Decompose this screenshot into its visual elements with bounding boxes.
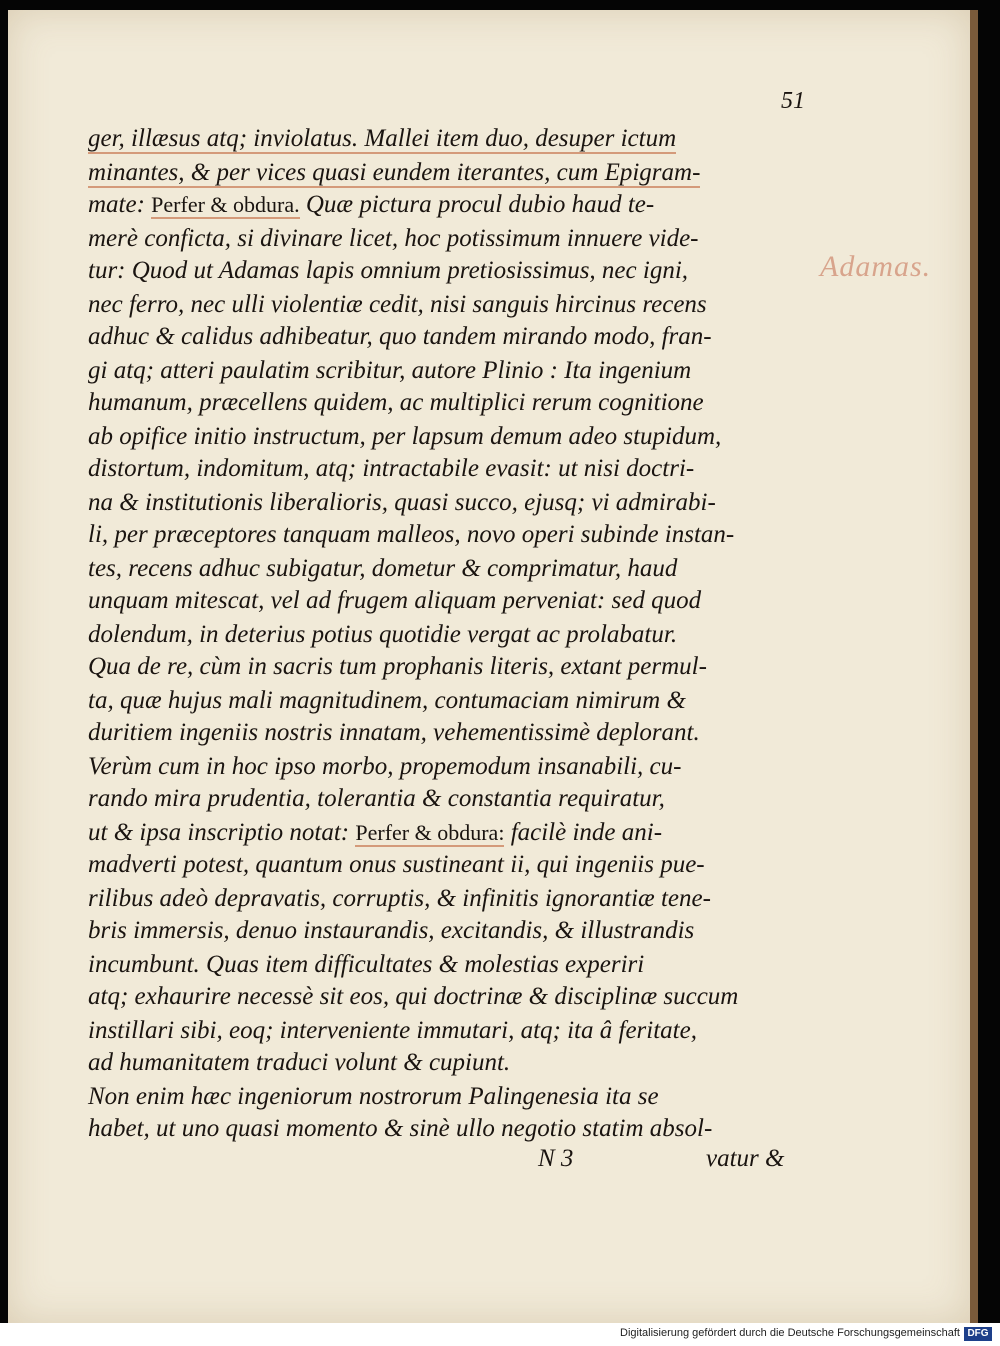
text-segment: bris immersis, denuo instaurandis, excitandis, & illustrandis bbox=[88, 917, 695, 944]
book-page bbox=[8, 10, 970, 1323]
text-line bbox=[88, 552, 818, 586]
text-line bbox=[88, 782, 818, 816]
text-segment: adhuc & calidus adhibeatur, quo tandem mirando modo, fran- bbox=[88, 323, 712, 350]
text-segment: Non enim hæc ingeniorum nostrorum Palingenesia ita se bbox=[88, 1083, 659, 1110]
text-line bbox=[88, 914, 818, 948]
text-line bbox=[88, 156, 818, 190]
text-line bbox=[88, 518, 818, 552]
text-segment: ta, quæ hujus mali magnitudinem, contumaciam nimirum & bbox=[88, 687, 686, 714]
text-line bbox=[88, 684, 818, 718]
text-line bbox=[88, 948, 818, 982]
page-number: 51 bbox=[781, 88, 805, 114]
text-line bbox=[88, 1046, 818, 1080]
text-line bbox=[88, 486, 818, 520]
text-segment: tes, recens adhuc subigatur, dometur & comprimatur, haud bbox=[88, 555, 678, 582]
roman-motto: Perfer & obdura: bbox=[355, 820, 505, 845]
text-segment: humanum, præcellens quidem, ac multiplici rerum cognitione bbox=[88, 389, 704, 416]
roman-motto: Perfer & obdura. bbox=[151, 192, 300, 217]
text-line bbox=[88, 716, 818, 750]
text-segment: habet, ut uno quasi momento & sinè ullo negotio statim absol- bbox=[88, 1115, 713, 1142]
text-segment: Quæ pictura procul dubio haud te- bbox=[299, 191, 655, 218]
text-line bbox=[88, 980, 818, 1014]
text-line bbox=[88, 222, 818, 256]
text-line bbox=[88, 386, 818, 420]
text-line bbox=[88, 452, 818, 486]
text-segment: nec ferro, nec ulli violentiæ cedit, nisi sanguis hircinus recens bbox=[88, 291, 707, 318]
text-segment: atq; exhaurire necessè sit eos, qui doctrinæ & disciplinæ succum bbox=[88, 983, 739, 1010]
text-line bbox=[88, 848, 818, 882]
text-line bbox=[88, 650, 818, 684]
text-segment: incumbunt. Quas item difficultates & molestias experiri bbox=[88, 951, 645, 978]
text-segment: na & institutionis liberalioris, quasi succo, ejusq; vi admirabi- bbox=[88, 489, 716, 516]
text-segment: madverti potest, quantum onus sustineant ii, qui ingeniis pue- bbox=[88, 851, 705, 878]
signature-mark: N 3 bbox=[538, 1145, 574, 1172]
text-line bbox=[88, 188, 818, 222]
text-segment: ut & ipsa inscriptio notat: bbox=[88, 819, 356, 846]
catchword: vatur & bbox=[706, 1145, 785, 1172]
text-line bbox=[88, 354, 818, 388]
text-segment: merè conficta, si divinare licet, hoc potissimum innuere vide- bbox=[88, 225, 699, 252]
text-line bbox=[88, 816, 818, 850]
text-line bbox=[88, 1014, 818, 1048]
text-line bbox=[88, 750, 818, 784]
funding-credit: Digitalisierung gefördert durch die Deutsche Forschungsgemeinschaft bbox=[620, 1327, 960, 1339]
text-segment: duritiem ingeniis nostris innatam, vehementissimè deplorant. bbox=[88, 719, 700, 746]
text-line bbox=[88, 584, 818, 618]
text-line bbox=[88, 420, 818, 454]
text-segment: ab opifice initio instructum, per lapsum demum adeo stupidum, bbox=[88, 423, 722, 450]
text-segment: instillari sibi, eoq; interveniente immutari, atq; ita â feritate, bbox=[88, 1017, 697, 1044]
text-segment: tur: Quod ut Adamas lapis omnium pretiosissimus, nec igni, bbox=[88, 257, 689, 284]
text-segment: mate: bbox=[88, 191, 152, 218]
footer-bar bbox=[0, 1323, 1000, 1346]
text-segment: rilibus adeò depravatis, corruptis, & infinitis ignorantiæ tene- bbox=[88, 885, 711, 912]
text-segment: distortum, indomitum, atq; intractabile evasit: ut nisi doctri- bbox=[88, 455, 695, 482]
text-line bbox=[88, 1080, 818, 1114]
text-segment: minantes, & per vices quasi eundem iterantes, cum Epigram- bbox=[88, 159, 701, 186]
text-line bbox=[88, 320, 818, 354]
text-line bbox=[88, 882, 818, 916]
dfg-logo: DFG bbox=[964, 1327, 992, 1341]
page-edge bbox=[970, 10, 978, 1323]
text-line bbox=[88, 288, 818, 322]
text-segment: facilè inde ani- bbox=[504, 819, 663, 846]
text-segment: ger, illæsus atq; inviolatus. Mallei item duo, desuper ictum bbox=[88, 125, 677, 152]
text-segment: Verùm cum in hoc ipso morbo, propemodum insanabili, cu- bbox=[88, 753, 682, 780]
margin-note: Adamas. bbox=[820, 250, 932, 283]
text-line bbox=[88, 122, 818, 156]
text-line bbox=[88, 618, 818, 652]
text-segment: unquam mitescat, vel ad frugem aliquam perveniat: sed quod bbox=[88, 587, 702, 614]
text-segment: li, per præceptores tanquam malleos, novo operi subinde instan- bbox=[88, 521, 735, 548]
text-segment: gi atq; atteri paulatim scribitur, autore Plinio : Ita ingenium bbox=[88, 357, 692, 384]
text-segment: ad humanitatem traduci volunt & cupiunt. bbox=[88, 1049, 511, 1076]
text-line bbox=[88, 1112, 818, 1146]
text-segment: dolendum, in deterius potius quotidie vergat ac prolabatur. bbox=[88, 621, 678, 648]
text-segment: Qua de re, cùm in sacris tum prophanis literis, extant permul- bbox=[88, 653, 707, 680]
text-line bbox=[88, 254, 818, 288]
text-segment: rando mira prudentia, tolerantia & constantia requiratur, bbox=[88, 785, 665, 812]
